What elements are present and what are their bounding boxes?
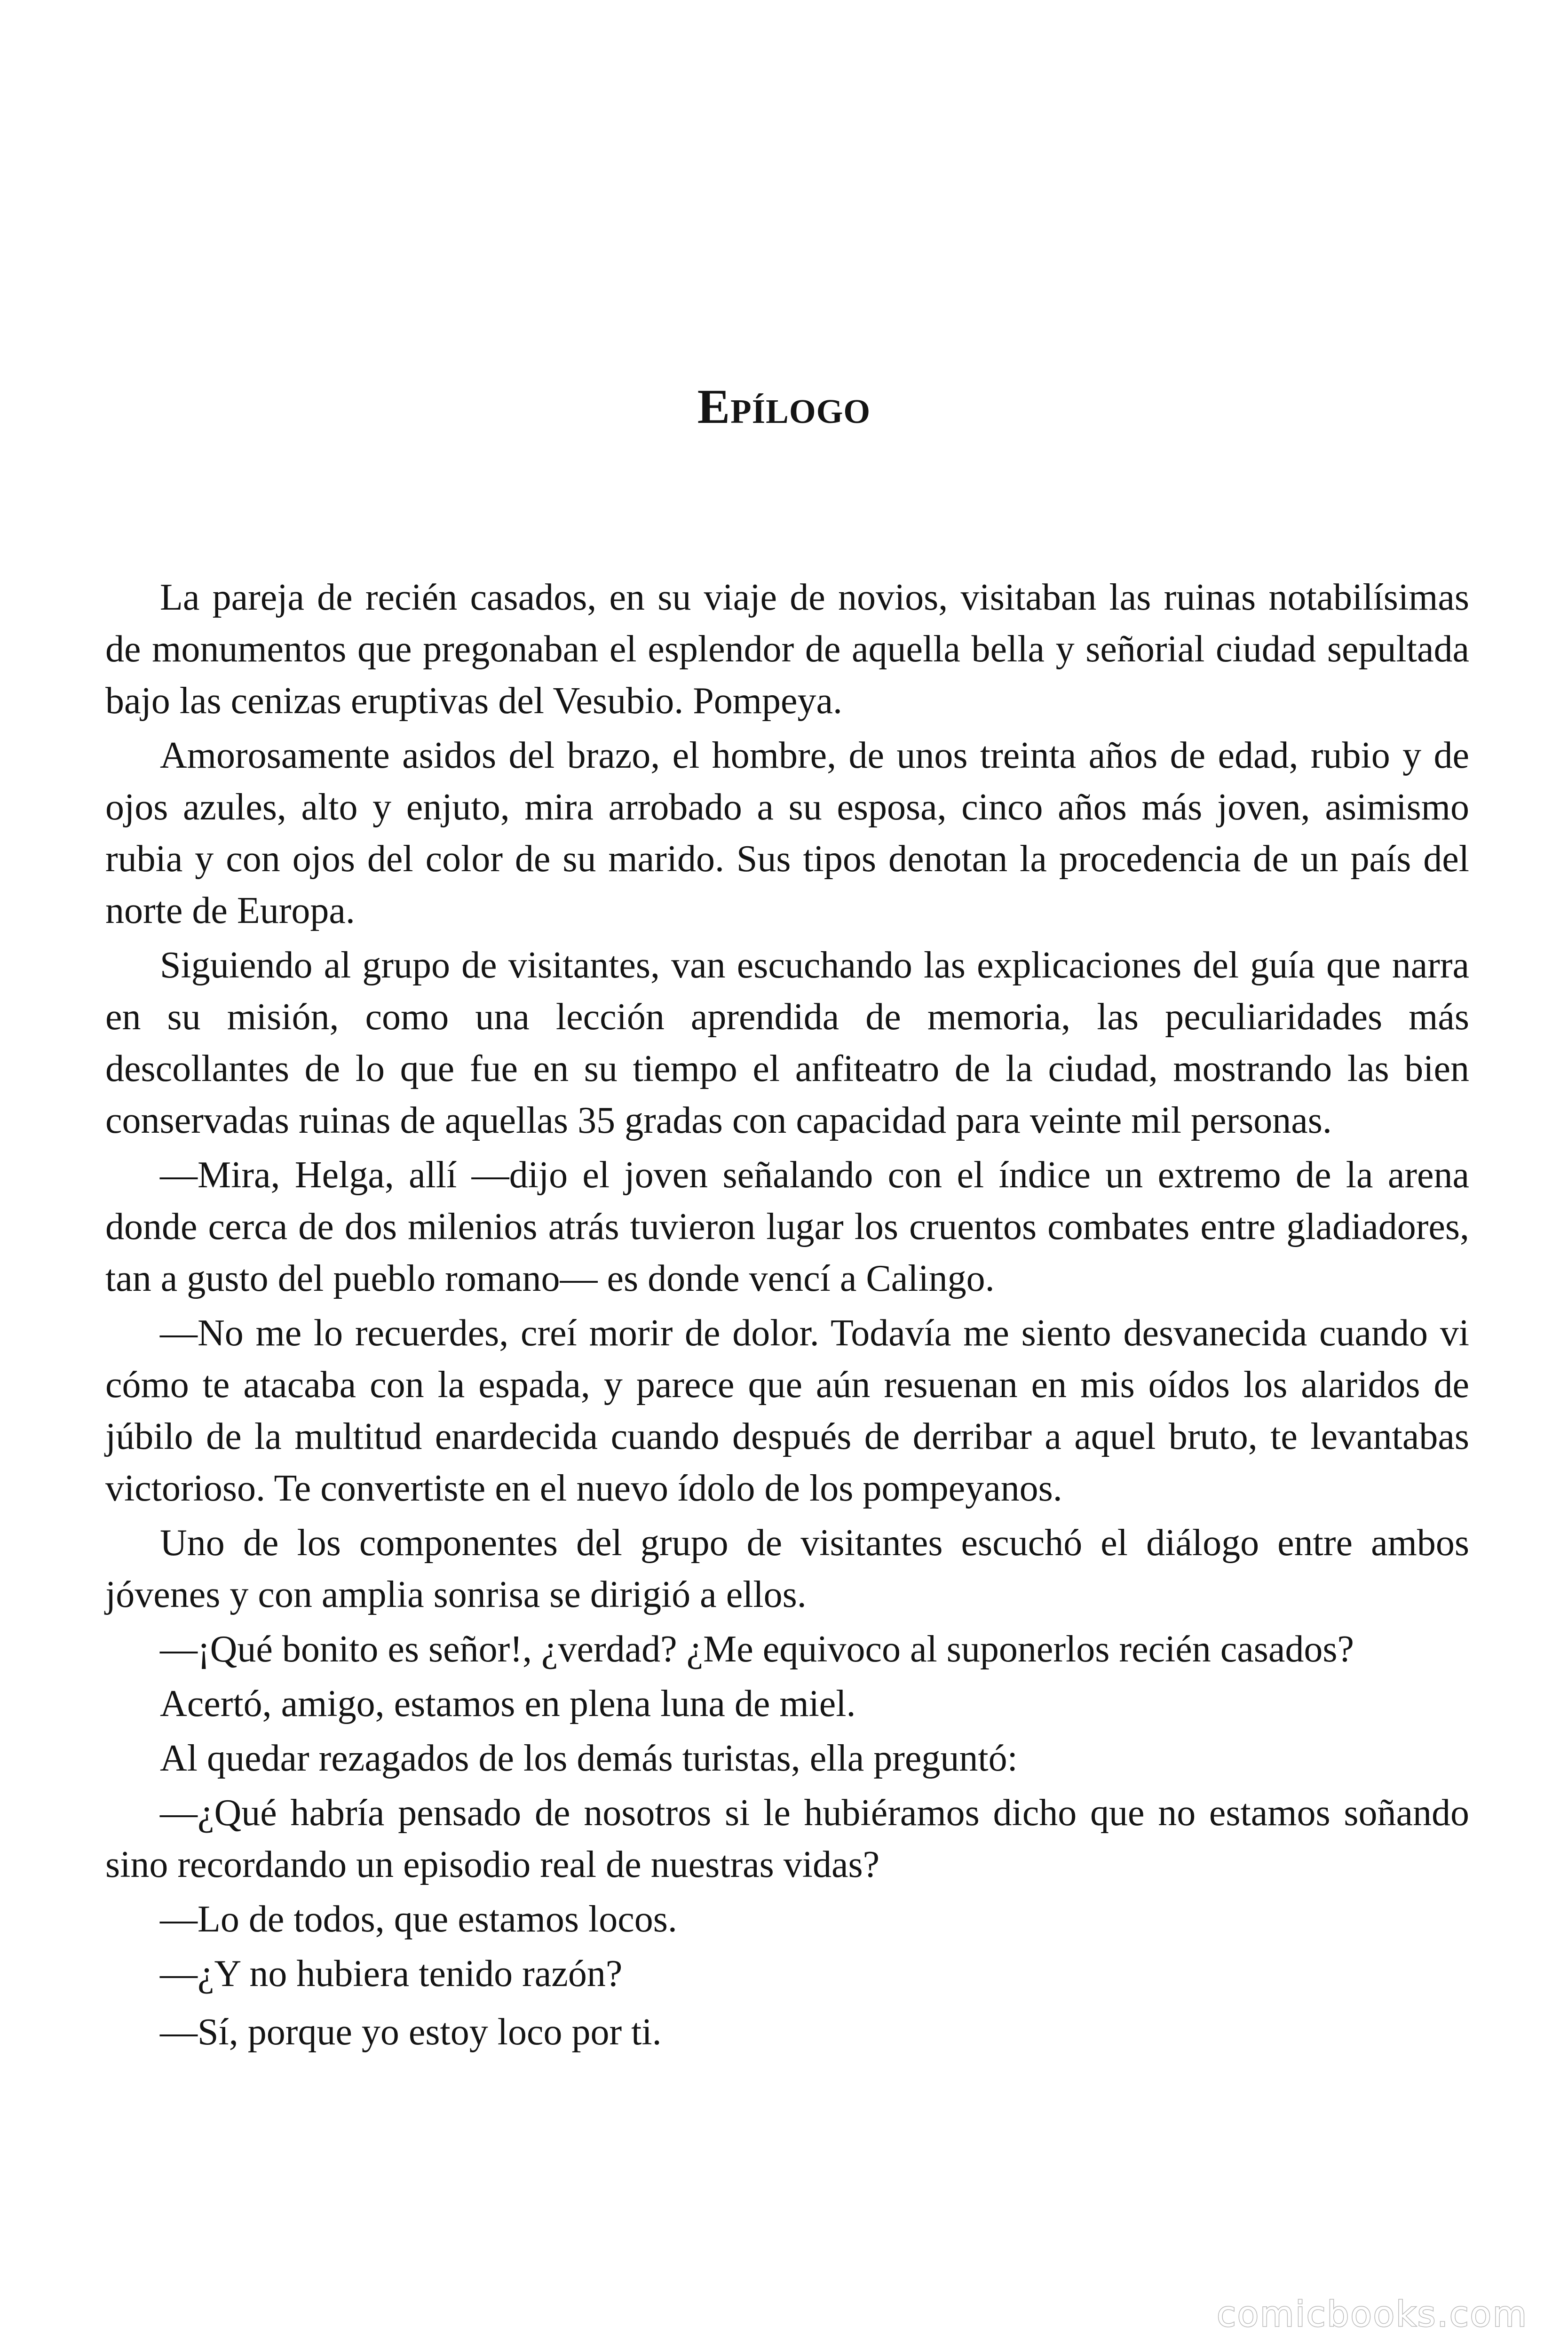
paragraph: —¿Y no hubiera tenido razón? [160, 1953, 623, 1994]
paragraph: Al quedar rezagados de los demás turistas, ella preguntó: [160, 1738, 1018, 1779]
chapter-body [105, 572, 1469, 2061]
paragraph: —Sí, porque yo estoy loco por ti. [160, 2011, 662, 2053]
paragraph: La pareja de recién casados, en su viaje de novios, visitaban las ruinas notabilísimas de monumentos que pregonaban el esplendor de aquella bella y señorial ciudad sepultada bajo las cenizas eruptivas del Vesubio. Pompeya. [105, 577, 1469, 722]
paragraph: Uno de los componentes del grupo de visitantes escuchó el diálogo entre ambos jóvenes y con amplia sonrisa se dirigió a ellos. [105, 1522, 1469, 1615]
paragraph: —Mira, Helga, allí —dijo el joven señalando con el índice un extremo de la arena donde cerca de dos milenios atrás tuvieron lugar los cruentos combates entre gladiadores, tan a gusto del pueblo romano— es donde vencí a Calingo. [105, 1154, 1469, 1299]
paragraph: Siguiendo al grupo de visitantes, van escuchando las explicaciones del guía que narra en su misión, como una lección aprendida de memoria, las peculiaridades más descollantes de lo que fue en su tiempo el anfiteatro de la ciudad, mostrando las bien conservadas ruinas de aquellas 35 gradas con capacidad para veinte mil personas. [105, 945, 1469, 1141]
paragraph: Amorosamente asidos del brazo, el hombre, de unos treinta años de edad, rubio y de ojos azules, alto y enjuto, mira arrobado a su esposa, cinco años más joven, asimismo rubia y con ojos del color de su marido. Sus tipos denotan la procedencia de un país del norte de Europa. [105, 735, 1469, 931]
paragraph: —¿Qué habría pensado de nosotros si le hubiéramos dicho que no estamos soñando sino recordando un episodio real de nuestras vidas? [105, 1792, 1469, 1885]
paragraph: —Lo de todos, que estamos locos. [160, 1899, 677, 1940]
paragraph: —¡Qué bonito es señor!, ¿verdad? ¿Me equivoco al suponerlos recién casados? [160, 1629, 1354, 1670]
paragraph: —No me lo recuerdes, creí morir de dolor. Todavía me siento desvanecida cuando vi cómo te atacaba con la espada, y parece que aún resuenan en mis oídos los alaridos de júbilo de la multitud enardecida cuando después de derribar a aquel bruto, te levantabas victorioso. Te convertiste en el nuevo ídolo de los pompeyanos. [105, 1312, 1469, 1509]
paragraph: Acertó, amigo, estamos en plena luna de miel. [160, 1683, 856, 1724]
watermark: comicbooks.com [1217, 2294, 1528, 2335]
chapter-title: Epílogo [697, 380, 871, 434]
